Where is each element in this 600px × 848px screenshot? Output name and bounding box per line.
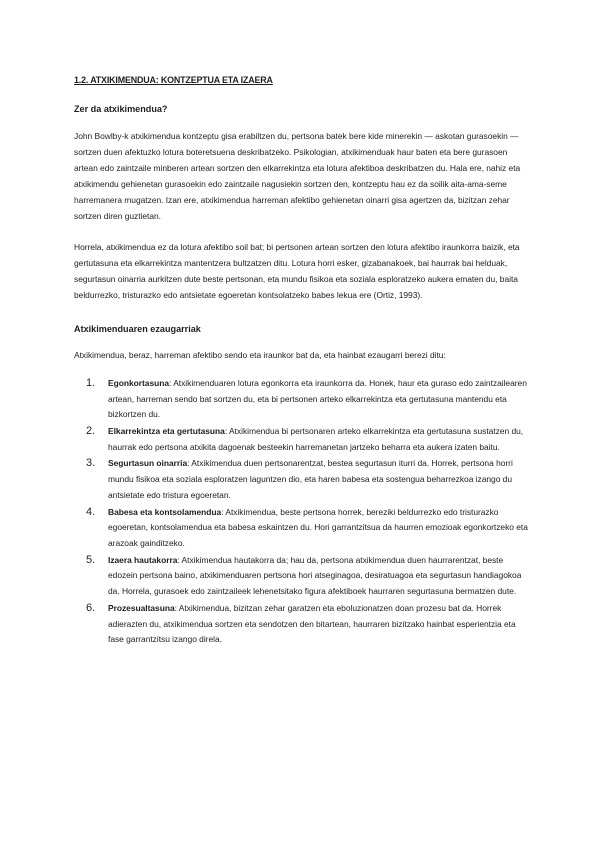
list-item bbox=[74, 505, 530, 552]
list-item-term: Prozesualtasuna bbox=[108, 602, 175, 613]
list-item-term: Elkarrekintza eta gertutasuna bbox=[108, 426, 225, 437]
paragraph-definition: Horrela, atxikimendua ez da lotura afektibo soil bat; bi pertsonen artean sortzen den lotura afektibo iraunkorra baizik, eta gertutasuna eta elkarrekintza mantentzera bultzatzen ditu. Lotura horri esker, gizabanakoek, bai haurrak bai helduak, segurtasun oinarria aurkitzen dute beste pertsonan, eta mundu fisikoa eta soziala esploratzeko aukera ematen du, baita beldurrezko, tristurazko edo antsietate egoeretan kontsolatzeko babes lekua ere (Ortiz, 1993). bbox=[74, 242, 520, 301]
list-item-term: Babesa eta kontsolamendua bbox=[108, 506, 222, 517]
list-item-term: Segurtasun oinarria bbox=[108, 458, 188, 469]
subtitle-what-is-attachment: Zer da atxikimendua? bbox=[74, 104, 168, 114]
list-item-text: : Atxikimendua hautakorra da; hau da, pertsona atxikimendua duen haurrarentzat, beste edozein pertsona baino, atxikimenduaren pertsona hori atseginagoa, desiratuagoa eta segurtasun handiagokoa da. Horrela, gurasoek edo zaintzaileek lehenetsitako figura afektiboek haurraren segurtasuna bermatzen dute. bbox=[108, 554, 522, 597]
list-item bbox=[74, 424, 530, 455]
list-item-text: : Atxikimendua, bizitzan zehar garatzen eta eboluzionatzen doan prozesu bat da. Horrek adierazten du, atxikimendua sortzen eta sendotzen den bitartean, haurraren bizitzako hainbat esperientzia eta fase garrantzitsu izango direla. bbox=[108, 602, 516, 645]
list-item-number: 4. bbox=[86, 505, 96, 518]
list-item-text: : Atxikimendua bi pertsonaren arteko elkarrekintza eta gertutasuna sustatzen du, haurrak edo pertsona atxikita dagoenak besteekin harremanetan jartzeko beharra eta aukera izaten baitu. bbox=[108, 426, 524, 452]
paragraph-bowlby: John Bowlby-k atxikimendua kontzeptu gisa erabiltzen du, pertsona batek bere kide minerekin — askotan gurasoekin — sortzen duen afektuzko lotura boteretsuena deskribatzeko. Psikologian, atxikimenduak haur baten eta bere gurasoen artean edo zaintzaile minberen artean sortzen den elkarrekintza eta lotura afektiboa deskribatzen du. Hala ere, nahiz eta atxikimendu gehienetan gurasoekin edo zaintzaile nagusiekin sortzen den, kontzeptu hau ez da soilik aita-ama-seme harremanera mugatzen. Izan ere, atxikimendua harreman afektibo gehienetan oinarri gisa agertzen da, bizitzan zehar sortzen diren guztietan. bbox=[74, 131, 521, 221]
list-item-text: : Atxikimendua duen pertsonarentzat, bestea segurtasun iturri da. Horrek, pertsona horri mundu fisikoa eta soziala esploratzen laguntzen dio, eta haren babesa eta sostengua beharrezkoa izango du antsietate edo tristura egoeretan. bbox=[108, 458, 513, 500]
list-item-number: 2. bbox=[86, 425, 96, 438]
list-item-term: Izaera hautakorra bbox=[108, 554, 178, 565]
list-item-text: : Atxikimendua, beste pertsona horrek, bereziki beldurrezko edo tristurazko egoeretan, kontsolamendua eta babesa eskaintzen du. Hori garrantzitsua da haurren emozioak egonkortzeko eta arazoak gainditzeko. bbox=[108, 506, 528, 548]
subtitle-characteristics: Atxikimenduaren ezaugarriak bbox=[74, 324, 201, 335]
list-item-term: Egonkortasuna bbox=[108, 377, 170, 388]
list-item bbox=[74, 553, 530, 600]
list-item bbox=[74, 601, 530, 648]
document-page bbox=[74, 75, 530, 649]
list-item bbox=[74, 376, 530, 423]
section-title: 1.2. ATXIKIMENDUA: KONTZEPTUA ETA IZAERA bbox=[74, 75, 273, 85]
list-item-number: 1. bbox=[86, 376, 96, 389]
list-item-number: 6. bbox=[86, 601, 96, 614]
list-item-text: : Atxikimenduaren lotura egonkorra eta iraunkorra da. Honek, haur eta guraso edo zaintzailearen artean, harreman sendo bat sortzen du, eta bi pertsonen arteko elkarrekintza eta gertutasuna mantendu eta bizkortzen du. bbox=[108, 377, 527, 420]
list-item-number: 5. bbox=[86, 553, 96, 566]
characteristics-list bbox=[74, 376, 530, 648]
list-item-number: 3. bbox=[86, 457, 96, 470]
list-item bbox=[74, 456, 530, 503]
characteristics-intro: Atxikimendua, beraz, harreman afektibo sendo eta iraunkor bat da, eta hainbat ezaugarri berezi ditu: bbox=[74, 350, 446, 361]
